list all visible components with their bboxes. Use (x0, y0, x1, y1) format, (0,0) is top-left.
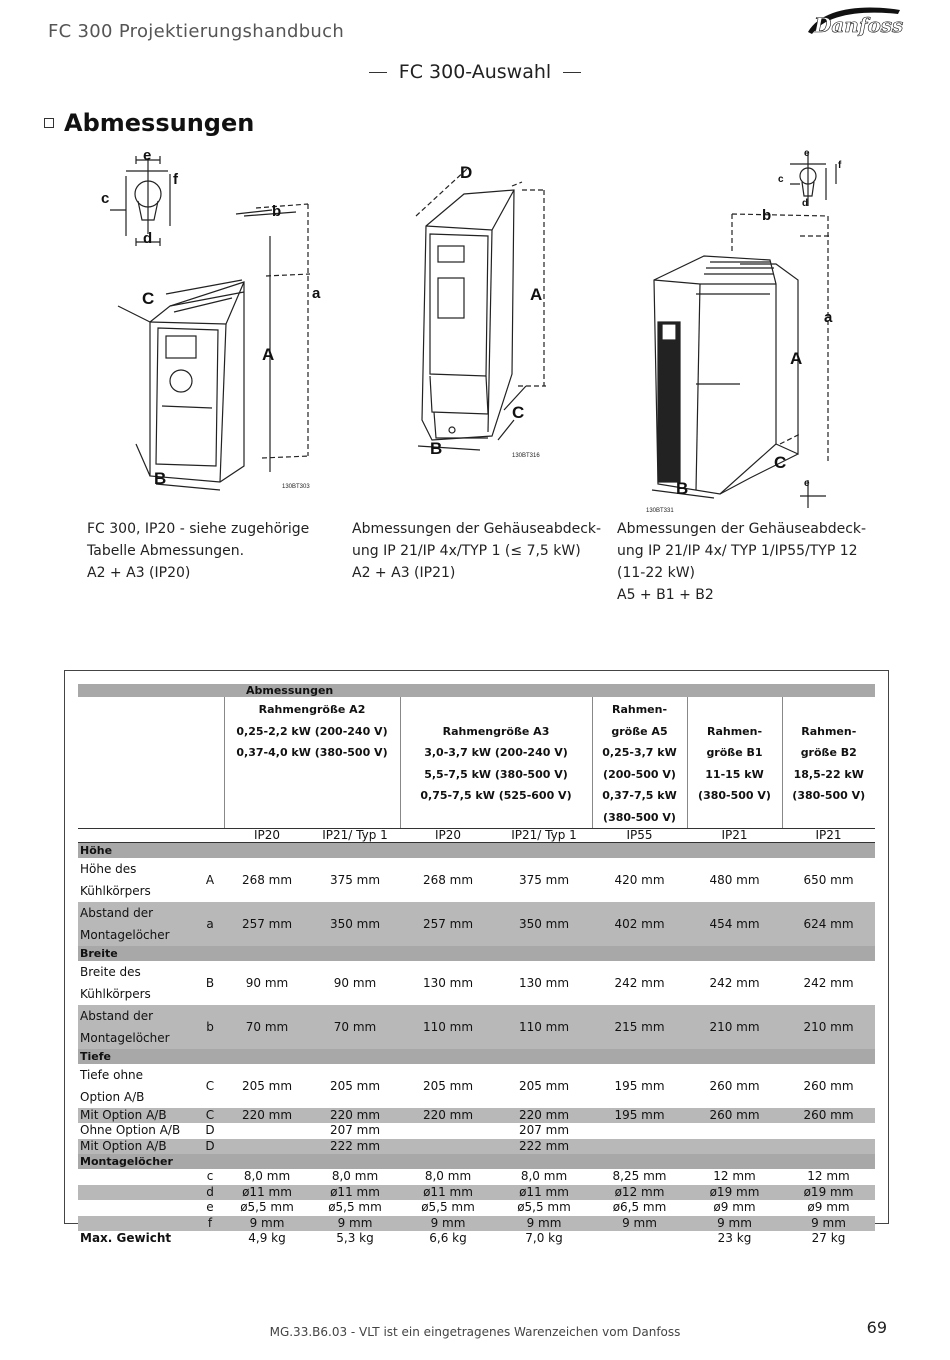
drawing3-label-a: a (824, 309, 833, 326)
table-cell: 454 mm (687, 902, 782, 946)
category-row (78, 1154, 875, 1169)
table-cell: 9 mm (592, 1216, 687, 1232)
table-cell: 210 mm (782, 1005, 875, 1049)
drawing2-code: 130BT316 (512, 453, 540, 459)
row-label (78, 1169, 196, 1185)
table-cell: 210 mm (687, 1005, 782, 1049)
table-cell: 6,6 kg (429, 1231, 467, 1246)
table-cell: 350 mm (496, 902, 592, 946)
drawing3-label-e-top: e (804, 148, 810, 159)
category-row (78, 843, 875, 858)
drawing1-label-c: c (101, 190, 110, 207)
table-cell: ø11 mm (496, 1185, 592, 1201)
table-cell (782, 1123, 875, 1139)
table-cell: 220 mm (224, 1108, 310, 1124)
drawing1-label-d: d (143, 230, 153, 247)
row-symbol: e (206, 1200, 214, 1215)
ip-class-row: IP20 IP21/ Typ 1 IP20 IP21/ Typ 1 IP55 IP21 IP21 (78, 829, 875, 843)
table-cell: ø6,5 mm (612, 1200, 667, 1215)
caption-drawing-1: FC 300, IP20 - siehe zugehörige Tabelle Abmessungen. A2 + A3 (IP20) (87, 521, 310, 581)
table-cell: 12 mm (807, 1169, 850, 1184)
table-cell: 624 mm (782, 902, 875, 946)
category-row (78, 1049, 875, 1064)
table-cell: 220 mm (310, 1108, 400, 1124)
table-cell: 480 mm (709, 872, 760, 887)
caption-drawing-3: Abmessungen der Gehäuseabdeck- ung IP 21/IP 4x/ TYP 1/IP55/TYP 12 (11-22 kW) A5 + B1 + B2 (617, 521, 867, 603)
table-cell: 220 mm (496, 1108, 592, 1124)
table-cell: 257 mm (224, 902, 310, 946)
table-cell (592, 1139, 687, 1155)
drawing3-code: 130BT331 (646, 508, 674, 514)
table-cell: 268 mm (241, 872, 293, 887)
dimensions-table (78, 684, 875, 1247)
drawing3-label-d: d (802, 198, 809, 209)
table-cell: ø5,5 mm (421, 1200, 475, 1215)
table-cell: 260 mm (803, 1078, 854, 1093)
table-cell: 27 kg (811, 1231, 846, 1246)
group-a3: Rahmengröße A3 3,0-3,7 kW (200-240 V) 5,5-7,5 kW (380-500 V) 0,75-7,5 kW (525-600 V) (400, 697, 592, 829)
group-b1: Rahmen- größe B1 11-15 kW (380-500 V) (687, 697, 782, 829)
row-symbol: a (196, 902, 224, 946)
drawing2-label-B: B (430, 439, 443, 458)
table-cell: 9 mm (782, 1216, 875, 1232)
table-cell: 650 mm (803, 872, 854, 887)
table-cell: 205 mm (422, 1078, 474, 1093)
table-cell: 195 mm (614, 1078, 665, 1093)
table-cell: 222 mm (496, 1139, 592, 1155)
table-cell: 205 mm (329, 1078, 381, 1093)
table-cell: ø11 mm (224, 1185, 310, 1201)
table-cell (400, 1123, 496, 1139)
table-cell: ø5,5 mm (240, 1200, 294, 1215)
table-cell: 90 mm (245, 975, 289, 990)
row-label: Abstand der Montagelöcher (78, 902, 196, 946)
table-row (78, 961, 875, 1005)
table-cell: 8,0 mm (520, 1169, 568, 1184)
table-row (78, 902, 875, 946)
caption-drawing-2: Abmessungen der Gehäuseabdeck- ung IP 21/IP 4x/TYP 1 (≤ 7,5 kW) A2 + A3 (IP21) (352, 521, 602, 581)
table-cell: 70 mm (310, 1005, 400, 1049)
footer-text: MG.33.B6.03 - VLT ist ein eingetragenes Warenzeichen vom Danfoss (269, 1325, 681, 1339)
table-cell: ø9 mm (713, 1200, 756, 1215)
table-cell: 9 mm (400, 1216, 496, 1232)
category-label: Tiefe (78, 1049, 196, 1064)
category-row (78, 946, 875, 961)
row-symbol (196, 1231, 224, 1247)
row-label (78, 1185, 196, 1201)
table-row (78, 1005, 875, 1049)
row-label: Tiefe ohne Option A/B (80, 1067, 145, 1104)
table-row (78, 1200, 875, 1216)
table-row (78, 1216, 875, 1232)
danfoss-logo (802, 2, 906, 42)
table-cell: 110 mm (496, 1005, 592, 1049)
table-cell: 420 mm (614, 872, 665, 887)
table-cell (782, 1139, 875, 1155)
table-cell: 130 mm (422, 975, 474, 990)
table-row (78, 1169, 875, 1185)
table-cell: ø5,5 mm (517, 1200, 571, 1215)
table-cell: 4,9 kg (248, 1231, 286, 1246)
category-label: Montagelöcher (78, 1154, 196, 1169)
table-cell (687, 1139, 782, 1155)
section-title: FC 300-Auswahl (0, 61, 950, 83)
drawing3-label-e-bottom: e (804, 478, 810, 489)
table-cell: 110 mm (400, 1005, 496, 1049)
table-cell (224, 1123, 310, 1139)
table-cell: 195 mm (592, 1108, 687, 1124)
table-row (78, 1064, 875, 1108)
drawing3-label-c: c (778, 174, 784, 185)
table-cell: 205 mm (518, 1078, 570, 1093)
table-row (78, 1123, 875, 1139)
drawing1-label-f: f (173, 171, 178, 188)
category-label: Breite (78, 946, 196, 961)
table-cell: 242 mm (803, 975, 854, 990)
drawing2-label-D: D (460, 163, 473, 182)
drawing-a2-a3-ip20 (96, 146, 326, 492)
row-symbol: C (196, 1108, 224, 1124)
table-cell: 8,0 mm (424, 1169, 472, 1184)
table-cell: 242 mm (614, 975, 665, 990)
row-symbol: D (196, 1139, 224, 1155)
row-symbol: c (206, 1169, 214, 1184)
page-heading: Abmessungen (44, 109, 254, 137)
drawing1-label-B: B (154, 469, 167, 488)
row-label: Abstand der Montagelöcher (78, 1005, 196, 1049)
table-cell (687, 1123, 782, 1139)
table-cell: 5,3 kg (336, 1231, 374, 1246)
row-label: Mit Option A/B (78, 1108, 196, 1124)
table-cell: 12 mm (713, 1169, 756, 1184)
table-cell: 220 mm (400, 1108, 496, 1124)
table-cell: 8,0 mm (243, 1169, 291, 1184)
table-row (78, 1139, 875, 1155)
table-cell (224, 1139, 310, 1155)
row-label: Mit Option A/B (78, 1139, 196, 1155)
row-label: Breite des Kühlkörpers (80, 964, 151, 1001)
table-cell: 207 mm (518, 1123, 570, 1138)
category-label: Höhe (78, 843, 196, 858)
group-a2: Rahmengröße A2 0,25-2,2 kW (200-240 V) 0,37-4,0 kW (380-500 V) (224, 697, 400, 829)
row-label: Höhe des Kühlkörpers (80, 861, 151, 898)
row-label: Ohne Option A/B (80, 1123, 181, 1138)
table-row (78, 1231, 875, 1247)
row-symbol: C (205, 1078, 215, 1093)
row-symbol: b (196, 1005, 224, 1049)
document-header-title: FC 300 Projektierungshandbuch (48, 21, 345, 42)
table-row (78, 1108, 875, 1124)
table-cell (400, 1139, 496, 1155)
table-cell: 260 mm (782, 1108, 875, 1124)
table-cell: 215 mm (592, 1005, 687, 1049)
table-cell: 260 mm (709, 1078, 760, 1093)
row-label (78, 1216, 196, 1232)
table-cell: ø5,5 mm (328, 1200, 382, 1215)
table-cell: ø9 mm (807, 1200, 850, 1215)
drawing2-label-C: C (512, 403, 525, 422)
table-cell: 207 mm (329, 1123, 381, 1138)
drawing2-label-A: A (530, 285, 543, 304)
table-cell: 90 mm (333, 975, 377, 990)
table-cell: 9 mm (496, 1216, 592, 1232)
row-symbol: f (196, 1216, 224, 1232)
table-cell: 257 mm (400, 902, 496, 946)
table-cell: 375 mm (329, 872, 381, 887)
drawing1-label-A: A (262, 345, 275, 364)
table-cell: 9 mm (687, 1216, 782, 1232)
table-cell: 350 mm (310, 902, 400, 946)
table-cell: 260 mm (687, 1108, 782, 1124)
row-symbol: A (205, 872, 215, 887)
drawing1-code: 130BT303 (282, 484, 310, 490)
table-cell: 205 mm (241, 1078, 293, 1093)
drawing3-label-A: A (790, 349, 803, 368)
table-cell: 23 kg (717, 1231, 752, 1246)
table-cell: 268 mm (422, 872, 474, 887)
table-row (78, 858, 875, 902)
table-cell: 7,0 kg (525, 1231, 563, 1246)
table-cell: ø11 mm (310, 1185, 400, 1201)
drawing-a5-b1-b2 (640, 144, 862, 516)
table-cell: 8,0 mm (331, 1169, 379, 1184)
drawing1-label-a: a (312, 285, 321, 302)
page-number: 69 (866, 1318, 887, 1337)
table-cell (592, 1231, 687, 1247)
drawing1-label-b: b (272, 203, 282, 220)
row-symbol: B (205, 975, 215, 990)
table-cell: ø19 mm (782, 1185, 875, 1201)
table-row (78, 1185, 875, 1201)
group-b2: Rahmen- größe B2 18,5-22 kW (380-500 V) (782, 697, 875, 829)
table-cell: 402 mm (592, 902, 687, 946)
table-cell: 9 mm (310, 1216, 400, 1232)
drawing3-label-C: C (774, 453, 787, 472)
table-cell: 222 mm (310, 1139, 400, 1155)
table-cell: ø11 mm (400, 1185, 496, 1201)
drawing3-label-b: b (762, 207, 772, 224)
table-cell: 375 mm (518, 872, 570, 887)
table-cell: 8,25 mm (612, 1169, 667, 1184)
table-title: Abmessungen (224, 684, 875, 697)
drawing3-label-B: B (676, 479, 689, 498)
row-symbol: D (205, 1123, 215, 1138)
drawing3-label-f: f (838, 160, 842, 171)
row-symbol: d (196, 1185, 224, 1201)
row-label (78, 1200, 196, 1216)
table-cell: 242 mm (709, 975, 760, 990)
svg-text:Danfoss: Danfoss (814, 13, 904, 37)
drawing-a2-a3-ip21 (402, 150, 552, 460)
drawing1-label-e: e (143, 147, 152, 164)
table-cell: 130 mm (518, 975, 570, 990)
row-label: Max. Gewicht (80, 1231, 172, 1246)
group-a5: Rahmen- größe A5 0,25-3,7 kW (200-500 V) 0,37-7,5 kW (380-500 V) (592, 697, 687, 829)
drawing1-label-C: C (142, 289, 155, 308)
table-cell: ø19 mm (687, 1185, 782, 1201)
table-cell: ø12 mm (592, 1185, 687, 1201)
table-cell: 70 mm (224, 1005, 310, 1049)
table-cell (592, 1123, 687, 1139)
table-cell: 9 mm (224, 1216, 310, 1232)
